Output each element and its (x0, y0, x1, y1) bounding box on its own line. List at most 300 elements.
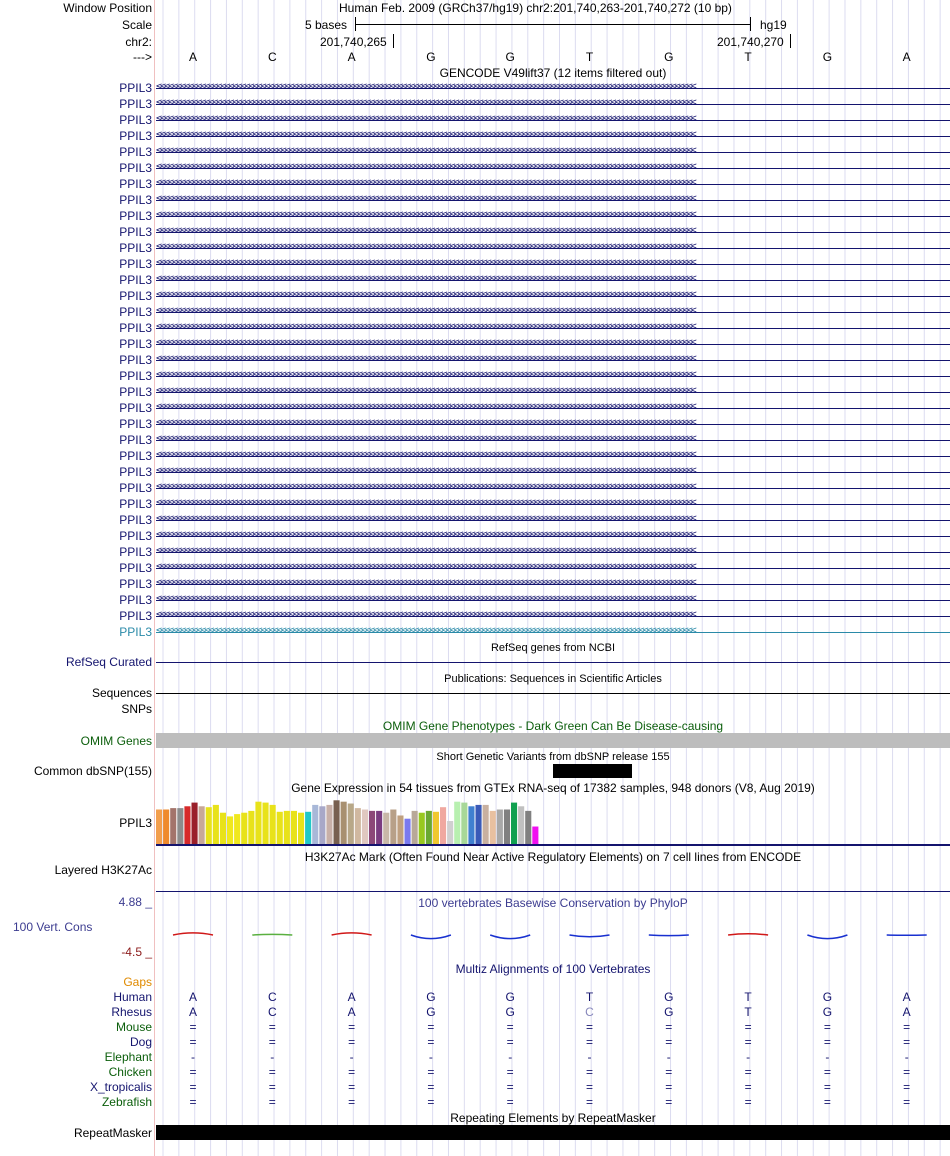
gtex-track-title: Gene Expression in 54 tissues from GTEx RNA-seq of 17382 samples, 948 donors (V8, Aug 2019) (291, 781, 815, 795)
multiz-aligned-base: G (664, 1005, 674, 1019)
multiz-species-label[interactable]: Human (113, 990, 152, 1004)
strand-chevrons: <<<<<<<<<<<<<<<<<<<<<<<<<<<<<<<<<<<<<<<<<<<<<<<<<<<<<<<<<<<<<<<<<<<<<<<<<<<<<<<<<<<<<<<<<<<<<<<<<<<<<<<<<<<<<<<<<<<<<<<<<<<<<<<<<<<<<< (156, 178, 695, 188)
gencode-transcript-label[interactable]: PPIL3 (119, 593, 152, 607)
strand-chevrons: <<<<<<<<<<<<<<<<<<<<<<<<<<<<<<<<<<<<<<<<<<<<<<<<<<<<<<<<<<<<<<<<<<<<<<<<<<<<<<<<<<<<<<<<<<<<<<<<<<<<<<<<<<<<<<<<<<<<<<<<<<<<<<<<<<<<<< (156, 98, 695, 108)
gencode-track-title: GENCODE V49lift37 (12 items filtered out) (439, 66, 667, 80)
sequence-base: G (505, 50, 515, 64)
sequence-base: A (902, 50, 911, 64)
gencode-transcript-row[interactable] (156, 418, 950, 430)
gtex-tissue-bar (248, 811, 254, 844)
dbsnp-variant-block[interactable] (553, 764, 632, 778)
strand-chevrons: <<<<<<<<<<<<<<<<<<<<<<<<<<<<<<<<<<<<<<<<<<<<<<<<<<<<<<<<<<<<<<<<<<<<<<<<<<<<<<<<<<<<<<<<<<<<<<<<<<<<<<<<<<<<<<<<<<<<<<<<<<<<<<<<<<<<<< (156, 466, 695, 476)
multiz-aligned-base: - (825, 1050, 830, 1064)
multiz-aligned-base: = (744, 1080, 752, 1094)
strand-chevrons: <<<<<<<<<<<<<<<<<<<<<<<<<<<<<<<<<<<<<<<<<<<<<<<<<<<<<<<<<<<<<<<<<<<<<<<<<<<<<<<<<<<<<<<<<<<<<<<<<<<<<<<<<<<<<<<<<<<<<<<<<<<<<<<<<<<<<< (156, 498, 695, 508)
gencode-transcript-label[interactable]: PPIL3 (119, 417, 152, 431)
multiz-aligned-base: - (349, 1050, 354, 1064)
strand-chevrons: <<<<<<<<<<<<<<<<<<<<<<<<<<<<<<<<<<<<<<<<<<<<<<<<<<<<<<<<<<<<<<<<<<<<<<<<<<<<<<<<<<<<<<<<<<<<<<<<<<<<<<<<<<<<<<<<<<<<<<<<<<<<<<<<<<<<<< (156, 242, 695, 252)
gencode-transcript-row[interactable] (156, 82, 950, 94)
publications-track-title: Publications: Sequences in Scientific Articles (444, 673, 662, 685)
gtex-tissue-bar (334, 800, 340, 844)
multiz-aligned-base: T (744, 990, 752, 1004)
gencode-transcript-row[interactable] (156, 434, 950, 446)
multiz-aligned-base: C (585, 1005, 594, 1019)
gtex-tissue-bar (291, 811, 297, 844)
gtex-tissue-bar (426, 811, 432, 844)
multiz-aligned-base: A (188, 1005, 197, 1019)
gencode-transcript-label[interactable]: PPIL3 (119, 385, 152, 399)
multiz-aligned-base: = (823, 1080, 831, 1094)
gencode-transcript-row[interactable] (156, 114, 950, 126)
assembly-label: hg19 (760, 18, 787, 32)
multiz-aligned-base: - (666, 1050, 671, 1064)
gencode-transcript-row[interactable] (156, 626, 950, 638)
gencode-transcript-row[interactable] (156, 322, 950, 334)
multiz-aligned-base: = (744, 1020, 752, 1034)
phylop-score-mark (411, 935, 451, 939)
gencode-transcript-row[interactable] (156, 242, 950, 254)
gtex-tissue-bar (177, 808, 183, 844)
gencode-transcript-label[interactable]: PPIL3 (119, 193, 152, 207)
strand-chevrons: <<<<<<<<<<<<<<<<<<<<<<<<<<<<<<<<<<<<<<<<<<<<<<<<<<<<<<<<<<<<<<<<<<<<<<<<<<<<<<<<<<<<<<<<<<<<<<<<<<<<<<<<<<<<<<<<<<<<<<<<<<<<<<<<<<<<<< (156, 434, 695, 444)
multiz-aligned-base: = (189, 1095, 197, 1109)
strand-chevrons: <<<<<<<<<<<<<<<<<<<<<<<<<<<<<<<<<<<<<<<<<<<<<<<<<<<<<<<<<<<<<<<<<<<<<<<<<<<<<<<<<<<<<<<<<<<<<<<<<<<<<<<<<<<<<<<<<<<<<<<<<<<<<<<<<<<<<< (156, 290, 695, 300)
phylop-score-mark (807, 935, 847, 939)
gencode-transcript-row[interactable] (156, 594, 950, 606)
gencode-transcript-row[interactable] (156, 482, 950, 494)
multiz-aligned-base: = (506, 1020, 514, 1034)
gencode-transcript-row[interactable] (156, 178, 950, 190)
dbsnp-track-label[interactable]: Common dbSNP(155) (33, 764, 152, 778)
gtex-tissue-bar (397, 815, 403, 844)
gtex-tissue-bar (518, 806, 524, 844)
multiz-aligned-base: G (822, 1005, 833, 1019)
gencode-transcript-row[interactable] (156, 162, 950, 174)
phylop-max-label: 4.88 _ (118, 895, 152, 909)
multiz-aligned-base: C (267, 1005, 277, 1019)
gtex-tissue-bar (213, 805, 219, 844)
publications-track-line (156, 693, 950, 694)
phylop-score-mark (570, 935, 610, 937)
dbsnp-track-title: Short Genetic Variants from dbSNP release 155 (436, 751, 670, 763)
multiz-aligned-base: = (665, 1065, 673, 1079)
multiz-aligned-base: = (427, 1035, 435, 1049)
phylop-score-mark (332, 933, 372, 935)
gtex-tissue-bar (305, 812, 311, 844)
gtex-tissue-bar (419, 813, 425, 844)
multiz-aligned-base: = (585, 1080, 593, 1094)
scale-bar-right-tick (750, 17, 751, 31)
multiz-aligned-base: = (823, 1020, 831, 1034)
multiz-aligned-base: = (903, 1035, 911, 1049)
refseq-track-title: RefSeq genes from NCBI (490, 642, 616, 654)
repeatmasker-track-label[interactable]: RepeatMasker (73, 1126, 152, 1140)
multiz-aligned-base: = (665, 1080, 673, 1094)
strand-chevrons: <<<<<<<<<<<<<<<<<<<<<<<<<<<<<<<<<<<<<<<<<<<<<<<<<<<<<<<<<<<<<<<<<<<<<<<<<<<<<<<<<<<<<<<<<<<<<<<<<<<<<<<<<<<<<<<<<<<<<<<<<<<<<<<<<<<<<< (156, 274, 695, 284)
multiz-aligned-base: A (902, 990, 911, 1004)
gencode-transcript-label[interactable]: PPIL3 (119, 225, 152, 239)
gencode-transcript-row[interactable] (156, 354, 950, 366)
gencode-transcript-label[interactable]: PPIL3 (119, 449, 152, 463)
gtex-tissue-bar (511, 803, 517, 844)
gtex-tissue-bar (461, 803, 467, 844)
gtex-tissue-bar (156, 810, 162, 845)
gencode-transcript-label[interactable]: PPIL3 (119, 465, 152, 479)
gtex-tissue-bar (362, 810, 368, 845)
gencode-transcript-row[interactable] (156, 610, 950, 622)
gencode-transcript-label[interactable]: PPIL3 (119, 81, 152, 95)
snps-track-label[interactable]: SNPs (121, 702, 152, 716)
multiz-species-label[interactable]: Mouse (115, 1020, 152, 1034)
gencode-transcript-row[interactable] (156, 578, 950, 590)
gtex-track-label[interactable]: PPIL3 (119, 816, 152, 830)
gtex-tissue-bar (255, 802, 261, 844)
phylop-score-mark (649, 935, 689, 936)
gencode-transcript-row[interactable] (156, 274, 950, 286)
strand-chevrons: <<<<<<<<<<<<<<<<<<<<<<<<<<<<<<<<<<<<<<<<<<<<<<<<<<<<<<<<<<<<<<<<<<<<<<<<<<<<<<<<<<<<<<<<<<<<<<<<<<<<<<<<<<<<<<<<<<<<<<<<<<<<<<<<<<<<<< (156, 546, 695, 556)
multiz-aligned-base: = (506, 1095, 514, 1109)
strand-chevrons: <<<<<<<<<<<<<<<<<<<<<<<<<<<<<<<<<<<<<<<<<<<<<<<<<<<<<<<<<<<<<<<<<<<<<<<<<<<<<<<<<<<<<<<<<<<<<<<<<<<<<<<<<<<<<<<<<<<<<<<<<<<<<<<<<<<<<< (156, 530, 695, 540)
gtex-tissue-bar (447, 821, 453, 844)
strand-chevrons: <<<<<<<<<<<<<<<<<<<<<<<<<<<<<<<<<<<<<<<<<<<<<<<<<<<<<<<<<<<<<<<<<<<<<<<<<<<<<<<<<<<<<<<<<<<<<<<<<<<<<<<<<<<<<<<<<<<<<<<<<<<<<<<<<<<<<< (156, 594, 695, 604)
multiz-aligned-base: = (427, 1095, 435, 1109)
multiz-gaps-label[interactable]: Gaps (123, 975, 152, 989)
strand-label: ---> (133, 50, 152, 64)
gencode-transcript-label[interactable]: PPIL3 (119, 289, 152, 303)
scale-bar (355, 24, 751, 25)
gtex-tissue-bar (369, 811, 375, 844)
multiz-aligned-base: = (189, 1035, 197, 1049)
multiz-aligned-base: = (665, 1035, 673, 1049)
label-column-divider (154, 0, 155, 1156)
gtex-tissue-bar (433, 812, 439, 844)
gencode-transcript-row[interactable] (156, 146, 950, 158)
gencode-transcript-label[interactable]: PPIL3 (119, 545, 152, 559)
gtex-tissue-bar (412, 811, 418, 844)
omim-track-bar[interactable] (156, 733, 950, 748)
strand-chevrons: <<<<<<<<<<<<<<<<<<<<<<<<<<<<<<<<<<<<<<<<<<<<<<<<<<<<<<<<<<<<<<<<<<<<<<<<<<<<<<<<<<<<<<<<<<<<<<<<<<<<<<<<<<<<<<<<<<<<<<<<<<<<<<<<<<<<<< (156, 418, 695, 428)
multiz-aligned-base: T (744, 1005, 752, 1019)
gencode-transcript-label[interactable]: PPIL3 (119, 337, 152, 351)
multiz-aligned-base: T (585, 990, 594, 1004)
gencode-transcript-row[interactable] (156, 530, 950, 542)
gencode-transcript-label[interactable]: PPIL3 (119, 433, 152, 447)
gencode-transcript-label[interactable]: PPIL3 (119, 321, 152, 335)
gencode-transcript-label[interactable]: PPIL3 (119, 273, 152, 287)
multiz-aligned-base: = (348, 1095, 356, 1109)
gtex-tissue-bar (348, 804, 354, 844)
multiz-aligned-base: A (188, 990, 197, 1004)
repeatmasker-track-title: Repeating Elements by RepeatMasker (450, 1111, 656, 1125)
gtex-tissue-bar (532, 827, 538, 844)
position-title: Human Feb. 2009 (GRCh37/hg19) chr2:201,740,263-201,740,272 (10 bp) (339, 1, 732, 15)
gencode-transcript-row[interactable] (156, 498, 950, 510)
multiz-aligned-base: = (427, 1020, 435, 1034)
multiz-aligned-base: = (268, 1020, 276, 1034)
position-left: 201,740,265 (320, 35, 387, 49)
phylop-score-mark (173, 933, 213, 935)
strand-chevrons: <<<<<<<<<<<<<<<<<<<<<<<<<<<<<<<<<<<<<<<<<<<<<<<<<<<<<<<<<<<<<<<<<<<<<<<<<<<<<<<<<<<<<<<<<<<<<<<<<<<<<<<<<<<<<<<<<<<<<<<<<<<<<<<<<<<<<< (156, 322, 695, 332)
gencode-transcript-label[interactable]: PPIL3 (119, 529, 152, 543)
multiz-species-label[interactable]: Rhesus (111, 1005, 152, 1019)
gencode-transcript-label[interactable]: PPIL3 (119, 609, 152, 623)
multiz-aligned-base: = (585, 1020, 593, 1034)
chrom-label: chr2: (125, 35, 152, 49)
multiz-aligned-base: G (664, 990, 674, 1004)
phylop-score-mark (728, 934, 768, 935)
gencode-transcript-row[interactable] (156, 226, 950, 238)
gencode-transcript-row[interactable] (156, 290, 950, 302)
sequence-base: C (267, 50, 277, 64)
phylop-score-mark (252, 934, 292, 935)
multiz-aligned-base: = (506, 1080, 514, 1094)
multiz-aligned-base: = (744, 1035, 752, 1049)
multiz-aligned-base: = (903, 1095, 911, 1109)
position-left-tick (393, 34, 394, 48)
multiz-aligned-base: = (268, 1095, 276, 1109)
gencode-transcript-row[interactable] (156, 466, 950, 478)
gencode-transcript-label[interactable]: PPIL3 (119, 625, 152, 639)
gtex-tissue-bar (163, 810, 169, 845)
scale-label: Scale (121, 18, 152, 32)
multiz-aligned-base: = (189, 1020, 197, 1034)
multiz-aligned-base: = (903, 1080, 911, 1094)
refseq-track-label[interactable]: RefSeq Curated (65, 655, 152, 669)
multiz-aligned-base: A (347, 1005, 356, 1019)
strand-chevrons: <<<<<<<<<<<<<<<<<<<<<<<<<<<<<<<<<<<<<<<<<<<<<<<<<<<<<<<<<<<<<<<<<<<<<<<<<<<<<<<<<<<<<<<<<<<<<<<<<<<<<<<<<<<<<<<<<<<<<<<<<<<<<<<<<<<<<< (156, 162, 695, 172)
gtex-tissue-bar (312, 805, 318, 844)
gtex-tissue-bar (326, 805, 332, 844)
sequence-base: T (744, 50, 752, 64)
position-right-tick (790, 34, 791, 48)
multiz-aligned-base: C (267, 990, 277, 1004)
gtex-tissue-bar (383, 813, 389, 844)
gencode-transcript-row[interactable] (156, 338, 950, 350)
gencode-transcript-row[interactable] (156, 98, 950, 110)
strand-chevrons: <<<<<<<<<<<<<<<<<<<<<<<<<<<<<<<<<<<<<<<<<<<<<<<<<<<<<<<<<<<<<<<<<<<<<<<<<<<<<<<<<<<<<<<<<<<<<<<<<<<<<<<<<<<<<<<<<<<<<<<<<<<<<<<<<<<<<< (156, 386, 695, 396)
gencode-transcript-label[interactable]: PPIL3 (119, 561, 152, 575)
sequence-base: G (426, 50, 436, 64)
gtex-track-baseline (156, 844, 950, 846)
multiz-aligned-base: = (506, 1065, 514, 1079)
multiz-aligned-base: = (268, 1080, 276, 1094)
multiz-aligned-base: - (508, 1050, 513, 1064)
gencode-transcript-label[interactable]: PPIL3 (119, 497, 152, 511)
gtex-tissue-bar (206, 807, 212, 844)
phylop-plot[interactable] (156, 915, 950, 955)
gtex-tissue-bar (263, 803, 269, 844)
multiz-aligned-base: = (348, 1065, 356, 1079)
multiz-aligned-base: = (348, 1080, 356, 1094)
multiz-species-label[interactable]: Elephant (104, 1050, 152, 1064)
multiz-aligned-base: G (426, 1005, 436, 1019)
gencode-transcript-label[interactable]: PPIL3 (119, 129, 152, 143)
sequence-base: A (347, 50, 356, 64)
strand-chevrons: <<<<<<<<<<<<<<<<<<<<<<<<<<<<<<<<<<<<<<<<<<<<<<<<<<<<<<<<<<<<<<<<<<<<<<<<<<<<<<<<<<<<<<<<<<<<<<<<<<<<<<<<<<<<<<<<<<<<<<<<<<<<<<<<<<<<<< (156, 146, 695, 156)
strand-chevrons: <<<<<<<<<<<<<<<<<<<<<<<<<<<<<<<<<<<<<<<<<<<<<<<<<<<<<<<<<<<<<<<<<<<<<<<<<<<<<<<<<<<<<<<<<<<<<<<<<<<<<<<<<<<<<<<<<<<<<<<<<<<<<<<<<<<<<< (156, 306, 695, 316)
multiz-species-label[interactable]: Zebrafish (101, 1095, 152, 1109)
gencode-transcript-row[interactable] (156, 402, 950, 414)
strand-chevrons: <<<<<<<<<<<<<<<<<<<<<<<<<<<<<<<<<<<<<<<<<<<<<<<<<<<<<<<<<<<<<<<<<<<<<<<<<<<<<<<<<<<<<<<<<<<<<<<<<<<<<<<<<<<<<<<<<<<<<<<<<<<<<<<<<<<<<< (156, 626, 695, 636)
gtex-tissue-bar (227, 816, 233, 844)
gencode-transcript-row[interactable] (156, 546, 950, 558)
gencode-transcript-row[interactable] (156, 194, 950, 206)
multiz-aligned-base: = (665, 1095, 673, 1109)
gtex-tissue-bar (220, 813, 226, 844)
gencode-transcript-row[interactable] (156, 370, 950, 382)
gtex-tissue-bar (355, 808, 361, 844)
sequence-base: T (585, 50, 594, 64)
gtex-tissue-bar (298, 813, 304, 844)
h3k27ac-track-label[interactable]: Layered H3K27Ac (54, 863, 152, 877)
gencode-transcript-label[interactable]: PPIL3 (119, 369, 152, 383)
gtex-bar-chart[interactable] (154, 796, 554, 846)
strand-chevrons: <<<<<<<<<<<<<<<<<<<<<<<<<<<<<<<<<<<<<<<<<<<<<<<<<<<<<<<<<<<<<<<<<<<<<<<<<<<<<<<<<<<<<<<<<<<<<<<<<<<<<<<<<<<<<<<<<<<<<<<<<<<<<<<<<<<<<< (156, 258, 695, 268)
gtex-tissue-bar (490, 811, 496, 844)
multiz-aligned-base: = (189, 1080, 197, 1094)
gencode-transcript-label[interactable]: PPIL3 (119, 401, 152, 415)
multiz-aligned-base: = (348, 1035, 356, 1049)
gtex-tissue-bar (192, 803, 198, 844)
sequence-base: G (822, 50, 833, 64)
multiz-aligned-base: = (744, 1095, 752, 1109)
strand-chevrons: <<<<<<<<<<<<<<<<<<<<<<<<<<<<<<<<<<<<<<<<<<<<<<<<<<<<<<<<<<<<<<<<<<<<<<<<<<<<<<<<<<<<<<<<<<<<<<<<<<<<<<<<<<<<<<<<<<<<<<<<<<<<<<<<<<<<<< (156, 82, 695, 92)
gtex-tissue-bar (497, 810, 503, 845)
gtex-tissue-bar (390, 810, 396, 845)
multiz-aligned-base: = (823, 1095, 831, 1109)
strand-chevrons: <<<<<<<<<<<<<<<<<<<<<<<<<<<<<<<<<<<<<<<<<<<<<<<<<<<<<<<<<<<<<<<<<<<<<<<<<<<<<<<<<<<<<<<<<<<<<<<<<<<<<<<<<<<<<<<<<<<<<<<<<<<<<<<<<<<<<< (156, 482, 695, 492)
strand-chevrons: <<<<<<<<<<<<<<<<<<<<<<<<<<<<<<<<<<<<<<<<<<<<<<<<<<<<<<<<<<<<<<<<<<<<<<<<<<<<<<<<<<<<<<<<<<<<<<<<<<<<<<<<<<<<<<<<<<<<<<<<<<<<<<<<<<<<<< (156, 450, 695, 460)
gtex-tissue-bar (454, 802, 460, 844)
multiz-aligned-base: = (585, 1065, 593, 1079)
gtex-tissue-bar (184, 806, 190, 844)
gencode-transcript-label[interactable]: PPIL3 (119, 305, 152, 319)
gencode-transcript-row[interactable] (156, 514, 950, 526)
gencode-transcript-label[interactable]: PPIL3 (119, 177, 152, 191)
gtex-tissue-bar (440, 807, 446, 844)
gencode-transcript-label[interactable]: PPIL3 (119, 145, 152, 159)
strand-chevrons: <<<<<<<<<<<<<<<<<<<<<<<<<<<<<<<<<<<<<<<<<<<<<<<<<<<<<<<<<<<<<<<<<<<<<<<<<<<<<<<<<<<<<<<<<<<<<<<<<<<<<<<<<<<<<<<<<<<<<<<<<<<<<<<<<<<<<< (156, 130, 695, 140)
multiz-aligned-base: = (823, 1035, 831, 1049)
gencode-transcript-label[interactable]: PPIL3 (119, 353, 152, 367)
gencode-transcript-row[interactable] (156, 306, 950, 318)
gencode-transcript-row[interactable] (156, 450, 950, 462)
gencode-transcript-label[interactable]: PPIL3 (119, 257, 152, 271)
sequence-base: A (188, 50, 197, 64)
multiz-aligned-base: = (427, 1080, 435, 1094)
position-right: 201,740,270 (717, 35, 784, 49)
multiz-aligned-base: = (506, 1035, 514, 1049)
strand-chevrons: <<<<<<<<<<<<<<<<<<<<<<<<<<<<<<<<<<<<<<<<<<<<<<<<<<<<<<<<<<<<<<<<<<<<<<<<<<<<<<<<<<<<<<<<<<<<<<<<<<<<<<<<<<<<<<<<<<<<<<<<<<<<<<<<<<<<<< (156, 402, 695, 412)
multiz-species-label[interactable]: Chicken (108, 1065, 152, 1079)
publications-track-label[interactable]: Sequences (91, 686, 152, 700)
multiz-aligned-base: - (746, 1050, 751, 1064)
gtex-tissue-bar (234, 814, 240, 844)
multiz-aligned-base: = (268, 1035, 276, 1049)
gtex-tissue-bar (170, 808, 176, 844)
sequence-base: G (664, 50, 674, 64)
multiz-aligned-base: = (189, 1065, 197, 1079)
gencode-transcript-row[interactable] (156, 258, 950, 270)
gtex-tissue-bar (319, 806, 325, 844)
phylop-track-label[interactable]: 100 Vert. Cons (13, 920, 93, 934)
omim-track-title: OMIM Gene Phenotypes - Dark Green Can Be Disease-causing (382, 719, 724, 733)
gencode-transcript-row[interactable] (156, 130, 950, 142)
strand-chevrons: <<<<<<<<<<<<<<<<<<<<<<<<<<<<<<<<<<<<<<<<<<<<<<<<<<<<<<<<<<<<<<<<<<<<<<<<<<<<<<<<<<<<<<<<<<<<<<<<<<<<<<<<<<<<<<<<<<<<<<<<<<<<<<<<<<<<<< (156, 210, 695, 220)
scale-bar-left-tick (355, 17, 356, 31)
strand-chevrons: <<<<<<<<<<<<<<<<<<<<<<<<<<<<<<<<<<<<<<<<<<<<<<<<<<<<<<<<<<<<<<<<<<<<<<<<<<<<<<<<<<<<<<<<<<<<<<<<<<<<<<<<<<<<<<<<<<<<<<<<<<<<<<<<<<<<<< (156, 194, 695, 204)
multiz-species-label[interactable]: X_tropicalis (89, 1080, 152, 1094)
strand-chevrons: <<<<<<<<<<<<<<<<<<<<<<<<<<<<<<<<<<<<<<<<<<<<<<<<<<<<<<<<<<<<<<<<<<<<<<<<<<<<<<<<<<<<<<<<<<<<<<<<<<<<<<<<<<<<<<<<<<<<<<<<<<<<<<<<<<<<<< (156, 370, 695, 380)
multiz-aligned-base: - (270, 1050, 275, 1064)
multiz-aligned-base: = (348, 1020, 356, 1034)
gencode-transcript-row[interactable] (156, 386, 950, 398)
multiz-aligned-base: - (587, 1050, 592, 1064)
gencode-transcript-label[interactable]: PPIL3 (119, 161, 152, 175)
gtex-tissue-bar (405, 819, 411, 844)
multiz-aligned-base: G (822, 990, 833, 1004)
gtex-tissue-bar (476, 805, 482, 844)
gencode-transcript-label[interactable]: PPIL3 (119, 513, 152, 527)
gtex-tissue-bar (525, 811, 531, 844)
multiz-species-label[interactable]: Dog (129, 1035, 152, 1049)
gencode-transcript-label[interactable]: PPIL3 (119, 209, 152, 223)
strand-chevrons: <<<<<<<<<<<<<<<<<<<<<<<<<<<<<<<<<<<<<<<<<<<<<<<<<<<<<<<<<<<<<<<<<<<<<<<<<<<<<<<<<<<<<<<<<<<<<<<<<<<<<<<<<<<<<<<<<<<<<<<<<<<<<<<<<<<<<< (156, 610, 695, 620)
gtex-tissue-bar (277, 812, 283, 844)
gtex-tissue-bar (341, 802, 347, 844)
multiz-aligned-base: = (585, 1035, 593, 1049)
gencode-transcript-label[interactable]: PPIL3 (119, 577, 152, 591)
gtex-tissue-bar (376, 811, 382, 844)
gtex-tissue-bar (241, 813, 247, 844)
phylop-track-title: 100 vertebrates Basewise Conservation by PhyloP (418, 896, 688, 910)
strand-chevrons: <<<<<<<<<<<<<<<<<<<<<<<<<<<<<<<<<<<<<<<<<<<<<<<<<<<<<<<<<<<<<<<<<<<<<<<<<<<<<<<<<<<<<<<<<<<<<<<<<<<<<<<<<<<<<<<<<<<<<<<<<<<<<<<<<<<<<< (156, 338, 695, 348)
multiz-track-title: Multiz Alignments of 100 Vertebrates (455, 962, 651, 976)
strand-chevrons: <<<<<<<<<<<<<<<<<<<<<<<<<<<<<<<<<<<<<<<<<<<<<<<<<<<<<<<<<<<<<<<<<<<<<<<<<<<<<<<<<<<<<<<<<<<<<<<<<<<<<<<<<<<<<<<<<<<<<<<<<<<<<<<<<<<<<< (156, 354, 695, 364)
multiz-aligned-base: - (904, 1050, 909, 1064)
scale-text: 5 bases (305, 18, 348, 32)
phylop-min-label: -4.5 _ (121, 945, 152, 959)
multiz-aligned-base: = (427, 1065, 435, 1079)
multiz-aligned-base: = (665, 1020, 673, 1034)
gencode-transcript-row[interactable] (156, 210, 950, 222)
strand-chevrons: <<<<<<<<<<<<<<<<<<<<<<<<<<<<<<<<<<<<<<<<<<<<<<<<<<<<<<<<<<<<<<<<<<<<<<<<<<<<<<<<<<<<<<<<<<<<<<<<<<<<<<<<<<<<<<<<<<<<<<<<<<<<<<<<<<<<<< (156, 514, 695, 524)
strand-chevrons: <<<<<<<<<<<<<<<<<<<<<<<<<<<<<<<<<<<<<<<<<<<<<<<<<<<<<<<<<<<<<<<<<<<<<<<<<<<<<<<<<<<<<<<<<<<<<<<<<<<<<<<<<<<<<<<<<<<<<<<<<<<<<<<<<<<<<< (156, 114, 695, 124)
multiz-aligned-base: = (903, 1065, 911, 1079)
gencode-transcript-label[interactable]: PPIL3 (119, 113, 152, 127)
gtex-tissue-bar (483, 805, 489, 844)
gencode-transcript-row[interactable] (156, 562, 950, 574)
repeatmasker-block[interactable] (156, 1125, 950, 1140)
gencode-transcript-label[interactable]: PPIL3 (119, 241, 152, 255)
h3k27ac-track-line (156, 891, 950, 892)
multiz-aligned-base: G (505, 990, 515, 1004)
gtex-tissue-bar (468, 806, 474, 844)
strand-chevrons: <<<<<<<<<<<<<<<<<<<<<<<<<<<<<<<<<<<<<<<<<<<<<<<<<<<<<<<<<<<<<<<<<<<<<<<<<<<<<<<<<<<<<<<<<<<<<<<<<<<<<<<<<<<<<<<<<<<<<<<<<<<<<<<<<<<<<< (156, 578, 695, 588)
gencode-transcript-label[interactable]: PPIL3 (119, 481, 152, 495)
multiz-aligned-base: - (191, 1050, 195, 1064)
multiz-aligned-base: = (585, 1095, 593, 1109)
omim-track-label[interactable]: OMIM Genes (80, 734, 152, 748)
strand-chevrons: <<<<<<<<<<<<<<<<<<<<<<<<<<<<<<<<<<<<<<<<<<<<<<<<<<<<<<<<<<<<<<<<<<<<<<<<<<<<<<<<<<<<<<<<<<<<<<<<<<<<<<<<<<<<<<<<<<<<<<<<<<<<<<<<<<<<<< (156, 562, 695, 572)
strand-chevrons: <<<<<<<<<<<<<<<<<<<<<<<<<<<<<<<<<<<<<<<<<<<<<<<<<<<<<<<<<<<<<<<<<<<<<<<<<<<<<<<<<<<<<<<<<<<<<<<<<<<<<<<<<<<<<<<<<<<<<<<<<<<<<<<<<<<<<< (156, 226, 695, 236)
phylop-score-mark (490, 935, 530, 939)
gencode-transcript-label[interactable]: PPIL3 (119, 97, 152, 111)
multiz-aligned-base: = (744, 1065, 752, 1079)
gtex-tissue-bar (199, 806, 205, 844)
multiz-aligned-base: - (428, 1050, 433, 1064)
gtex-tissue-bar (270, 805, 276, 844)
